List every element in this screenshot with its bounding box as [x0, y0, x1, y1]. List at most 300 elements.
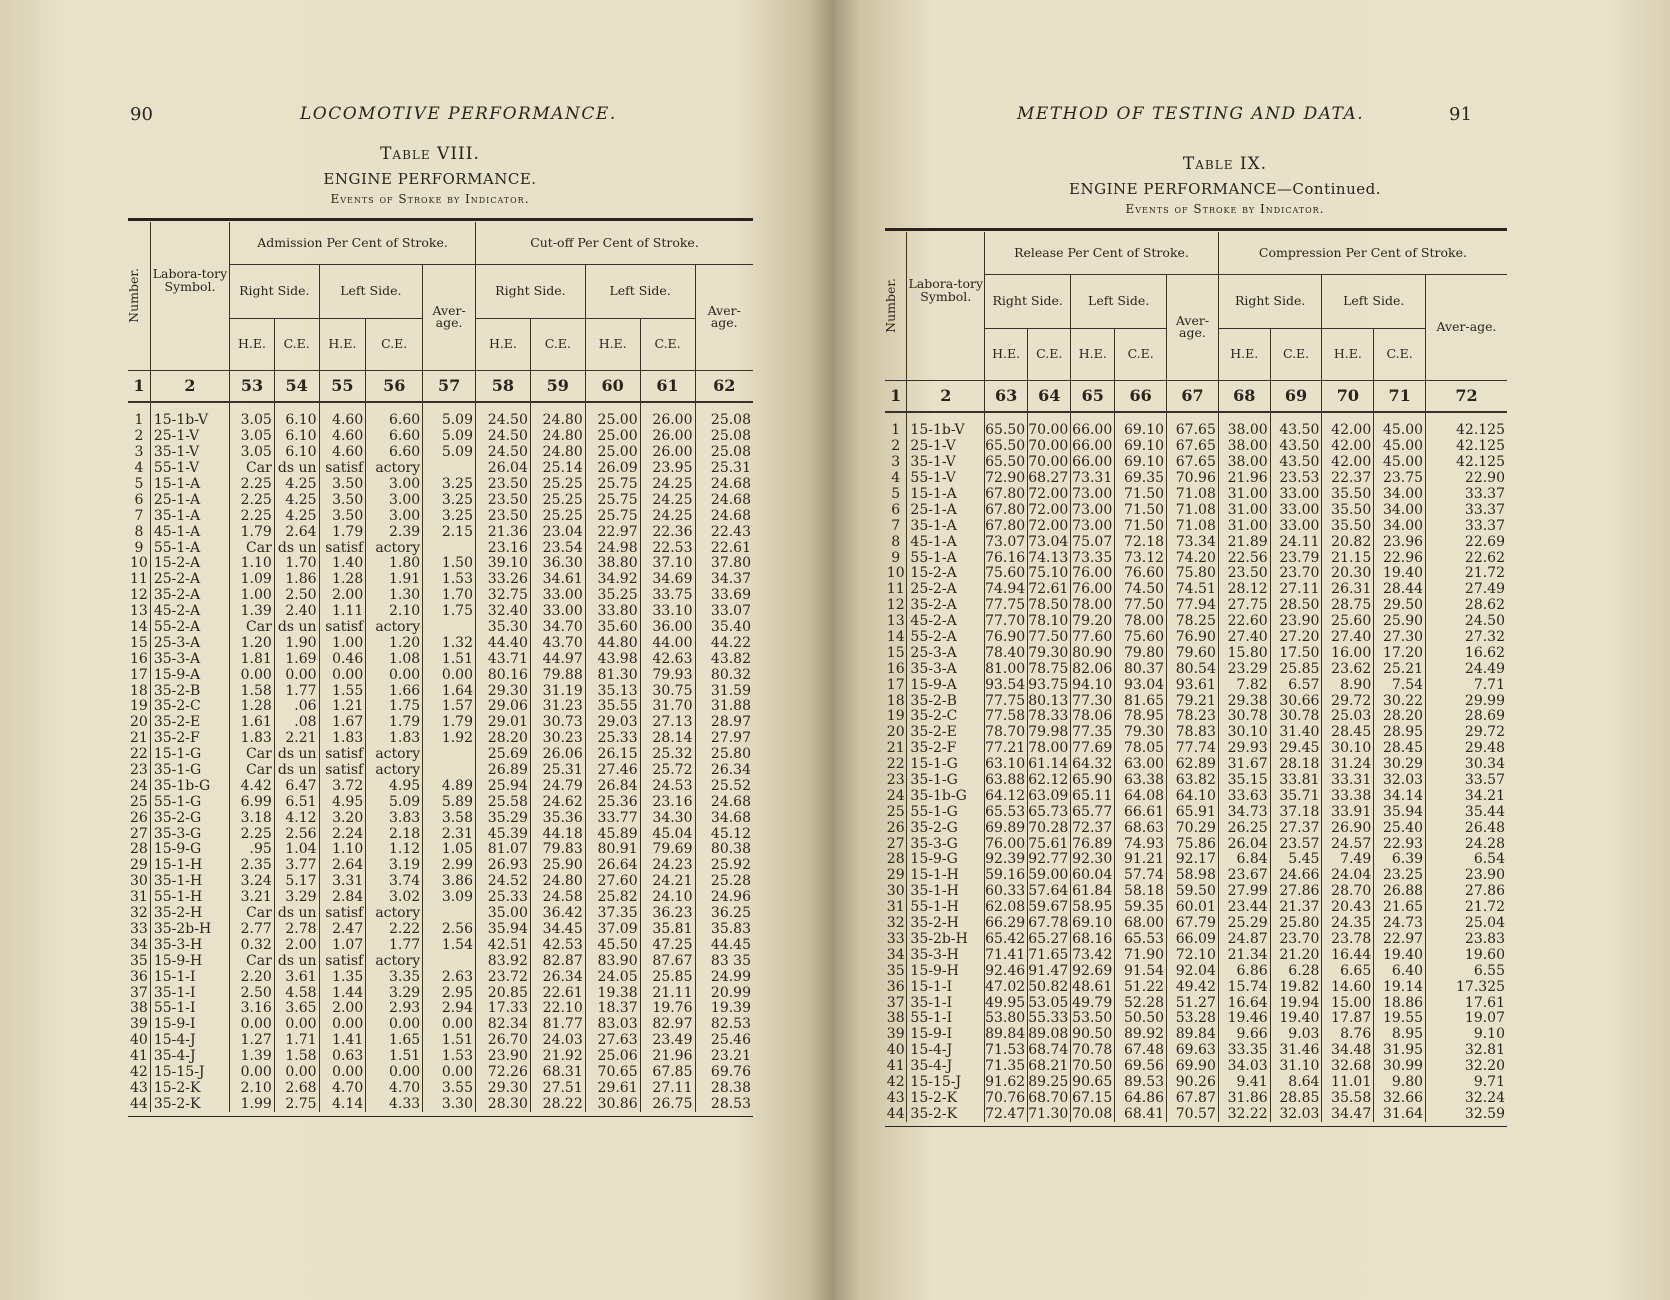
table-cell: 73.12	[1115, 550, 1167, 566]
row-number: 29	[130, 857, 148, 874]
side-header: Left Side.	[1071, 274, 1167, 328]
row-number: 3	[134, 444, 144, 461]
table-cell: 34.70	[530, 619, 585, 635]
table-cell: 0.00	[319, 667, 366, 683]
table-cell: 25.75	[585, 492, 640, 508]
table-cell: 34.03	[1218, 1058, 1270, 1074]
table-cell: 21.36	[476, 524, 531, 540]
table-cell: 81.07	[476, 842, 531, 858]
table-cell: 6.60	[366, 444, 423, 460]
table-row	[128, 402, 753, 429]
table-row	[885, 709, 1507, 725]
table-row	[128, 651, 753, 667]
row-number: 28	[886, 851, 905, 868]
average-header: Aver-age.	[1426, 274, 1507, 380]
table-cell: 27.11	[1270, 581, 1322, 597]
lab-symbol: 35-2-A	[907, 597, 985, 613]
table-cell: 4.14	[319, 1096, 366, 1112]
table-cell: 1.07	[319, 937, 366, 953]
table-cell: 31.46	[1270, 1042, 1322, 1058]
row-number: 28	[130, 841, 148, 858]
table-cell: 19.82	[1270, 979, 1322, 995]
row-number: 27	[886, 835, 905, 852]
table-cell: 21.65	[1374, 899, 1426, 915]
ce-header: C.E.	[274, 318, 319, 370]
table-cell: 21.96	[1218, 470, 1270, 486]
table-cell: 4.60	[319, 402, 366, 429]
table-cell: 66.61	[1115, 804, 1167, 820]
row-number: 4	[134, 460, 144, 477]
table-cell: 6.47	[274, 778, 319, 794]
table-cell: 35.94	[1374, 804, 1426, 820]
table-cell: 34.68	[695, 810, 753, 826]
lab-symbol: 35-1b-G	[907, 788, 985, 804]
table-cell: 3.74	[366, 873, 423, 889]
table-cell: 21.15	[1322, 550, 1374, 566]
table-cell: 27.63	[585, 1032, 640, 1048]
table-cell: 25.29	[1218, 915, 1270, 931]
table-cell: 68.27	[1028, 470, 1071, 486]
table-row	[885, 629, 1507, 645]
table-cell: 82.06	[1071, 661, 1115, 677]
table-cell: 2.20	[230, 969, 275, 985]
table-cell: 52.28	[1115, 995, 1167, 1011]
table-cell: 23.21	[695, 1048, 753, 1064]
table-cell: 19.40	[1374, 947, 1426, 963]
table-cell: 2.10	[230, 1080, 275, 1096]
lab-symbol: 15-1-I	[150, 969, 229, 985]
table-cell: 27.40	[1218, 629, 1270, 645]
table-cell: 70.96	[1167, 470, 1219, 486]
table-cell: 24.80	[530, 873, 585, 889]
table-cell: 69.56	[1115, 1058, 1167, 1074]
table-row	[128, 460, 753, 476]
table-cell: 22.96	[1374, 550, 1426, 566]
table-cell: 25.25	[530, 492, 585, 508]
table-cell: 49.95	[985, 995, 1028, 1011]
table-cell: 26.75	[640, 1096, 695, 1112]
table-row	[885, 963, 1507, 979]
table-cell: 4.25	[274, 492, 319, 508]
table-cell: 1.41	[319, 1032, 366, 1048]
column-number: 56	[366, 370, 423, 402]
table-cell: 45.12	[695, 826, 753, 842]
table-cell: 25.06	[585, 1048, 640, 1064]
table-cell: 6.28	[1270, 963, 1322, 979]
table-cell: 6.39	[1374, 852, 1426, 868]
table-cell: 27.99	[1218, 883, 1270, 899]
table-cell: 23.50	[476, 492, 531, 508]
table-cell: ds un	[274, 953, 319, 969]
table-cell: 23.25	[1374, 867, 1426, 883]
table-cell: 1.58	[230, 683, 275, 699]
table-cell: 26.34	[530, 969, 585, 985]
table-cell: 21.92	[530, 1048, 585, 1064]
column-number: 59	[530, 370, 585, 402]
table-cell: 32.66	[1374, 1090, 1426, 1106]
table-cell: 76.90	[1167, 629, 1219, 645]
table-cell: Car	[230, 746, 275, 762]
lab-symbol: 35-1-I	[150, 985, 229, 1001]
table-cell: 37.10	[640, 556, 695, 572]
lab-symbol: 25-3-A	[150, 635, 229, 651]
table-row	[885, 995, 1507, 1011]
running-head: METHOD OF TESTING AND DATA.	[1017, 104, 1365, 124]
lab-symbol: 35-2-B	[150, 683, 229, 699]
table-cell: 28.69	[1426, 709, 1507, 725]
table-cell: 17.20	[1374, 645, 1426, 661]
table-cell: 9.41	[1218, 1074, 1270, 1090]
table-cell: 3.86	[423, 873, 476, 889]
table-cell: 23.54	[530, 540, 585, 556]
table-cell: 35.71	[1270, 788, 1322, 804]
table-row	[885, 661, 1507, 677]
table-row	[885, 518, 1507, 534]
table-cell: 25.58	[476, 794, 531, 810]
table-cell: 2.64	[274, 524, 319, 540]
table-cell: 35.50	[1322, 518, 1374, 534]
table-cell: 64.86	[1115, 1090, 1167, 1106]
lab-symbol: 15-9-I	[150, 1016, 229, 1032]
table-cell: 87.67	[640, 953, 695, 969]
table-cell: 1.64	[423, 683, 476, 699]
table-cell: 24.25	[640, 476, 695, 492]
table-row	[128, 937, 753, 953]
table-cell: 29.93	[1218, 740, 1270, 756]
table-cell: 8.95	[1374, 1026, 1426, 1042]
table-cell: 63.10	[985, 756, 1028, 772]
table-row	[128, 667, 753, 683]
table-cell: 69.10	[1071, 915, 1115, 931]
table-cell: 70.29	[1167, 820, 1219, 836]
table-row	[885, 677, 1507, 693]
table-cell: 29.45	[1270, 740, 1322, 756]
table-cell: 23.79	[1270, 550, 1322, 566]
table-cell: 35.40	[695, 619, 753, 635]
table-cell: 25.46	[695, 1032, 753, 1048]
table-cell: 59.67	[1028, 899, 1071, 915]
table-cell: 75.80	[1167, 566, 1219, 582]
table-cell: ds un	[274, 460, 319, 476]
table-cell: 24.68	[695, 492, 753, 508]
lab-symbol: 15-9-G	[907, 852, 985, 868]
table-cell: 62.89	[1167, 756, 1219, 772]
table-cell: 68.31	[530, 1064, 585, 1080]
table-cell: 61.14	[1028, 756, 1071, 772]
row-number: 3	[891, 454, 901, 471]
table-cell: 25.85	[1270, 661, 1322, 677]
table-cell: 6.51	[274, 794, 319, 810]
table-cell: 3.55	[423, 1080, 476, 1096]
table-cell: 81.65	[1115, 693, 1167, 709]
table-cell: 20.85	[476, 985, 531, 1001]
table-cell: 0.00	[423, 667, 476, 683]
table-cell: 19.40	[1270, 1010, 1322, 1026]
table-cell: 31.24	[1322, 756, 1374, 772]
table-cell: 28.38	[695, 1080, 753, 1096]
table-cell: 9.80	[1374, 1074, 1426, 1090]
table-row	[885, 566, 1507, 582]
row-number: 25	[130, 793, 148, 810]
table-row	[128, 571, 753, 587]
table-cell: 76.60	[1115, 566, 1167, 582]
table-cell: 78.83	[1167, 724, 1219, 740]
row-number: 42	[886, 1073, 905, 1090]
lab-symbol: 15-15-J	[150, 1064, 229, 1080]
table-cell: 25.80	[1270, 915, 1322, 931]
row-number: 39	[886, 1026, 905, 1043]
table-cell: 37.09	[585, 921, 640, 937]
table-cell: 44.97	[530, 651, 585, 667]
table-cell: 1.00	[319, 635, 366, 651]
table-cell: 80.38	[695, 842, 753, 858]
table-cell: 38.00	[1218, 454, 1270, 470]
table-cell: 64.10	[1167, 788, 1219, 804]
table-cell: 24.80	[530, 402, 585, 429]
table-cell: 2.84	[319, 889, 366, 905]
table-cell: 16.62	[1426, 645, 1507, 661]
lab-symbol: 15-1-H	[907, 867, 985, 883]
side-header: Left Side.	[1322, 274, 1426, 328]
table-cell: 67.85	[640, 1064, 695, 1080]
table-row	[128, 1032, 753, 1048]
table-cell: 43.98	[585, 651, 640, 667]
table-cell: 92.17	[1167, 852, 1219, 868]
table-cell: 60.01	[1167, 899, 1219, 915]
lab-symbol: 35-2-H	[150, 905, 229, 921]
table-cell: 1.28	[230, 699, 275, 715]
table-cell: 28.95	[1374, 724, 1426, 740]
table-cell: 4.95	[319, 794, 366, 810]
lab-symbol: 35-3-G	[150, 826, 229, 842]
table-row	[885, 788, 1507, 804]
table-row	[128, 587, 753, 603]
table-cell: 77.75	[985, 693, 1028, 709]
table-cell: 4.42	[230, 778, 275, 794]
table-cell: 63.09	[1028, 788, 1071, 804]
table-cell: 22.93	[1374, 836, 1426, 852]
table-cell: 25.52	[695, 778, 753, 794]
table-cell: 77.70	[985, 613, 1028, 629]
row-number: 32	[130, 905, 148, 922]
table-cell: 24.62	[530, 794, 585, 810]
column-number: 60	[585, 370, 640, 402]
table-subtitle: ENGINE PERFORMANCE.	[323, 170, 537, 188]
table-cell: 80.37	[1115, 661, 1167, 677]
table-row	[885, 899, 1507, 915]
table-cell: 1.53	[423, 1048, 476, 1064]
table-cell: 72.00	[1028, 486, 1071, 502]
table-row	[128, 699, 753, 715]
table-cell: 0.00	[274, 667, 319, 683]
table-cell: 33.00	[1270, 486, 1322, 502]
table-cell: 0.00	[366, 667, 423, 683]
table-cell: 1.71	[274, 1032, 319, 1048]
table-cell: 28.97	[695, 714, 753, 730]
lab-symbol: 15-1-H	[150, 857, 229, 873]
table-cell: 3.02	[366, 889, 423, 905]
table-cell: 1.90	[274, 635, 319, 651]
table-cell: 28.12	[1218, 581, 1270, 597]
table-cell: 6.10	[274, 428, 319, 444]
table-cell: 66.09	[1167, 931, 1219, 947]
table-cell: 35.30	[476, 619, 531, 635]
table-cell: 27.49	[1426, 581, 1507, 597]
table-cell: 1.05	[423, 842, 476, 858]
table-cell: 32.75	[476, 587, 531, 603]
group-header: Cut-off Per Cent of Stroke.	[476, 222, 754, 264]
table-cell: 72.26	[476, 1064, 531, 1080]
lab-symbol: 55-1-I	[150, 1000, 229, 1016]
table-cell: 1.51	[423, 651, 476, 667]
table-cell: 64.32	[1071, 756, 1115, 772]
table-cell: 1.80	[366, 556, 423, 572]
table-cell: 33.37	[1426, 486, 1507, 502]
lab-symbol: 35-2-K	[150, 1096, 229, 1112]
table-cell: 72.90	[985, 470, 1028, 486]
row-number: 19	[130, 698, 148, 715]
table-cell: 42.125	[1426, 412, 1507, 439]
table-cell: 24.50	[476, 402, 531, 429]
table-cell: 2.93	[366, 1000, 423, 1016]
table-cell: 2.31	[423, 826, 476, 842]
table-cell: 1.70	[423, 587, 476, 603]
table-cell: 35.60	[585, 619, 640, 635]
table-row	[128, 1016, 753, 1032]
table-cell: 65.11	[1071, 788, 1115, 804]
table-cell: actory	[366, 762, 423, 778]
lab-symbol: 55-2-A	[907, 629, 985, 645]
table-cell: actory	[366, 460, 423, 476]
table-row	[885, 852, 1507, 868]
table-cell: 3.77	[274, 857, 319, 873]
table-cell: 0.00	[319, 1016, 366, 1032]
row-number: 5	[891, 486, 901, 502]
table-cell: 32.20	[1426, 1058, 1507, 1074]
table-cell: 28.85	[1270, 1090, 1322, 1106]
table-cell: 76.89	[1071, 836, 1115, 852]
table-cell: 58.95	[1071, 899, 1115, 915]
table-cell: 2.25	[230, 508, 275, 524]
table-cell: 57.74	[1115, 867, 1167, 883]
table-row	[128, 603, 753, 619]
table-cell: 22.97	[585, 524, 640, 540]
table-cell: satisf	[319, 953, 366, 969]
running-head: LOCOMOTIVE PERFORMANCE.	[300, 104, 617, 124]
table-cell: 24.80	[530, 444, 585, 460]
table-cell: 82.87	[530, 953, 585, 969]
table-cell: 22.69	[1426, 534, 1507, 550]
table-cell: 79.93	[640, 667, 695, 683]
table-cell: 32.68	[1322, 1058, 1374, 1074]
table-cell: 44.80	[585, 635, 640, 651]
table-row	[885, 534, 1507, 550]
lab-symbol: 25-2-A	[907, 581, 985, 597]
row-number: 2	[134, 428, 144, 445]
table-cell: 64.08	[1115, 788, 1167, 804]
table-cell: 73.34	[1167, 534, 1219, 550]
table-cell: 93.75	[1028, 677, 1071, 693]
table-cell: 33.81	[1270, 772, 1322, 788]
lab-symbol: 25-1-A	[907, 502, 985, 518]
table-cell: 77.60	[1071, 629, 1115, 645]
table-cell: 35.36	[530, 810, 585, 826]
table-cell: 23.62	[1322, 661, 1374, 677]
table-cell: 89.53	[1115, 1074, 1167, 1090]
table-cell: 4.95	[366, 778, 423, 794]
table-cell: 33.37	[1426, 502, 1507, 518]
table-cell: 2.24	[319, 826, 366, 842]
table-cell: 6.84	[1218, 852, 1270, 868]
column-number: 69	[1270, 380, 1322, 412]
table-cell: 24.57	[1322, 836, 1374, 852]
table-cell: 67.79	[1167, 915, 1219, 931]
side-header: Right Side.	[1218, 274, 1322, 328]
table-cell: 22.61	[530, 985, 585, 1001]
table-cell: 69.76	[695, 1064, 753, 1080]
table-cell: 31.88	[695, 699, 753, 715]
row-number: 11	[886, 581, 905, 598]
table-cell: 72.00	[1028, 518, 1071, 534]
table-cell: 28.22	[530, 1096, 585, 1112]
table-cell: 44.40	[476, 635, 531, 651]
row-number: 8	[891, 533, 901, 550]
table-cell: 29.72	[1322, 693, 1374, 709]
table-cell: 75.60	[985, 566, 1028, 582]
table-cell: 5.45	[1270, 852, 1322, 868]
average-header: Aver-age.	[695, 264, 753, 370]
ce-header: C.E.	[1028, 328, 1071, 380]
table-cell: 4.25	[274, 508, 319, 524]
table-cell	[423, 540, 476, 556]
table-cell: 78.23	[1167, 709, 1219, 725]
table-cell: 1.39	[230, 603, 275, 619]
table-cell: 37.80	[695, 556, 753, 572]
table-cell: 71.50	[1115, 486, 1167, 502]
table-cell: 1.53	[423, 571, 476, 587]
table-cell: 78.40	[985, 645, 1028, 661]
lab-symbol: 45-1-A	[907, 534, 985, 550]
table-cell: 2.39	[366, 524, 423, 540]
table-cell: 30.99	[1374, 1058, 1426, 1074]
table-row	[128, 953, 753, 969]
table-cell: 25.82	[585, 889, 640, 905]
table-cell: 93.61	[1167, 677, 1219, 693]
ce-header: C.E.	[530, 318, 585, 370]
table-row	[128, 619, 753, 635]
table-cell: 68.41	[1115, 1106, 1167, 1122]
table-cell: 38.80	[585, 556, 640, 572]
column-number: 65	[1071, 380, 1115, 412]
table-row	[885, 931, 1507, 947]
table-cell: 24.11	[1270, 534, 1322, 550]
table-row	[885, 883, 1507, 899]
table-cell: 1.57	[423, 699, 476, 715]
table-cell: 65.73	[1028, 804, 1071, 820]
table-cell: 30.86	[585, 1096, 640, 1112]
table-cell: 4.25	[274, 476, 319, 492]
table-cell: 92.39	[985, 852, 1028, 868]
table-cell: 2.00	[274, 937, 319, 953]
table-cell: 2.63	[423, 969, 476, 985]
table-cell: 31.59	[695, 683, 753, 699]
table-cell: 71.90	[1115, 947, 1167, 963]
table-cell: 25.75	[585, 508, 640, 524]
table-cell: 25.31	[530, 762, 585, 778]
table-cell: .08	[274, 714, 319, 730]
table-cell	[423, 460, 476, 476]
lab-symbol: 45-1-A	[150, 524, 229, 540]
